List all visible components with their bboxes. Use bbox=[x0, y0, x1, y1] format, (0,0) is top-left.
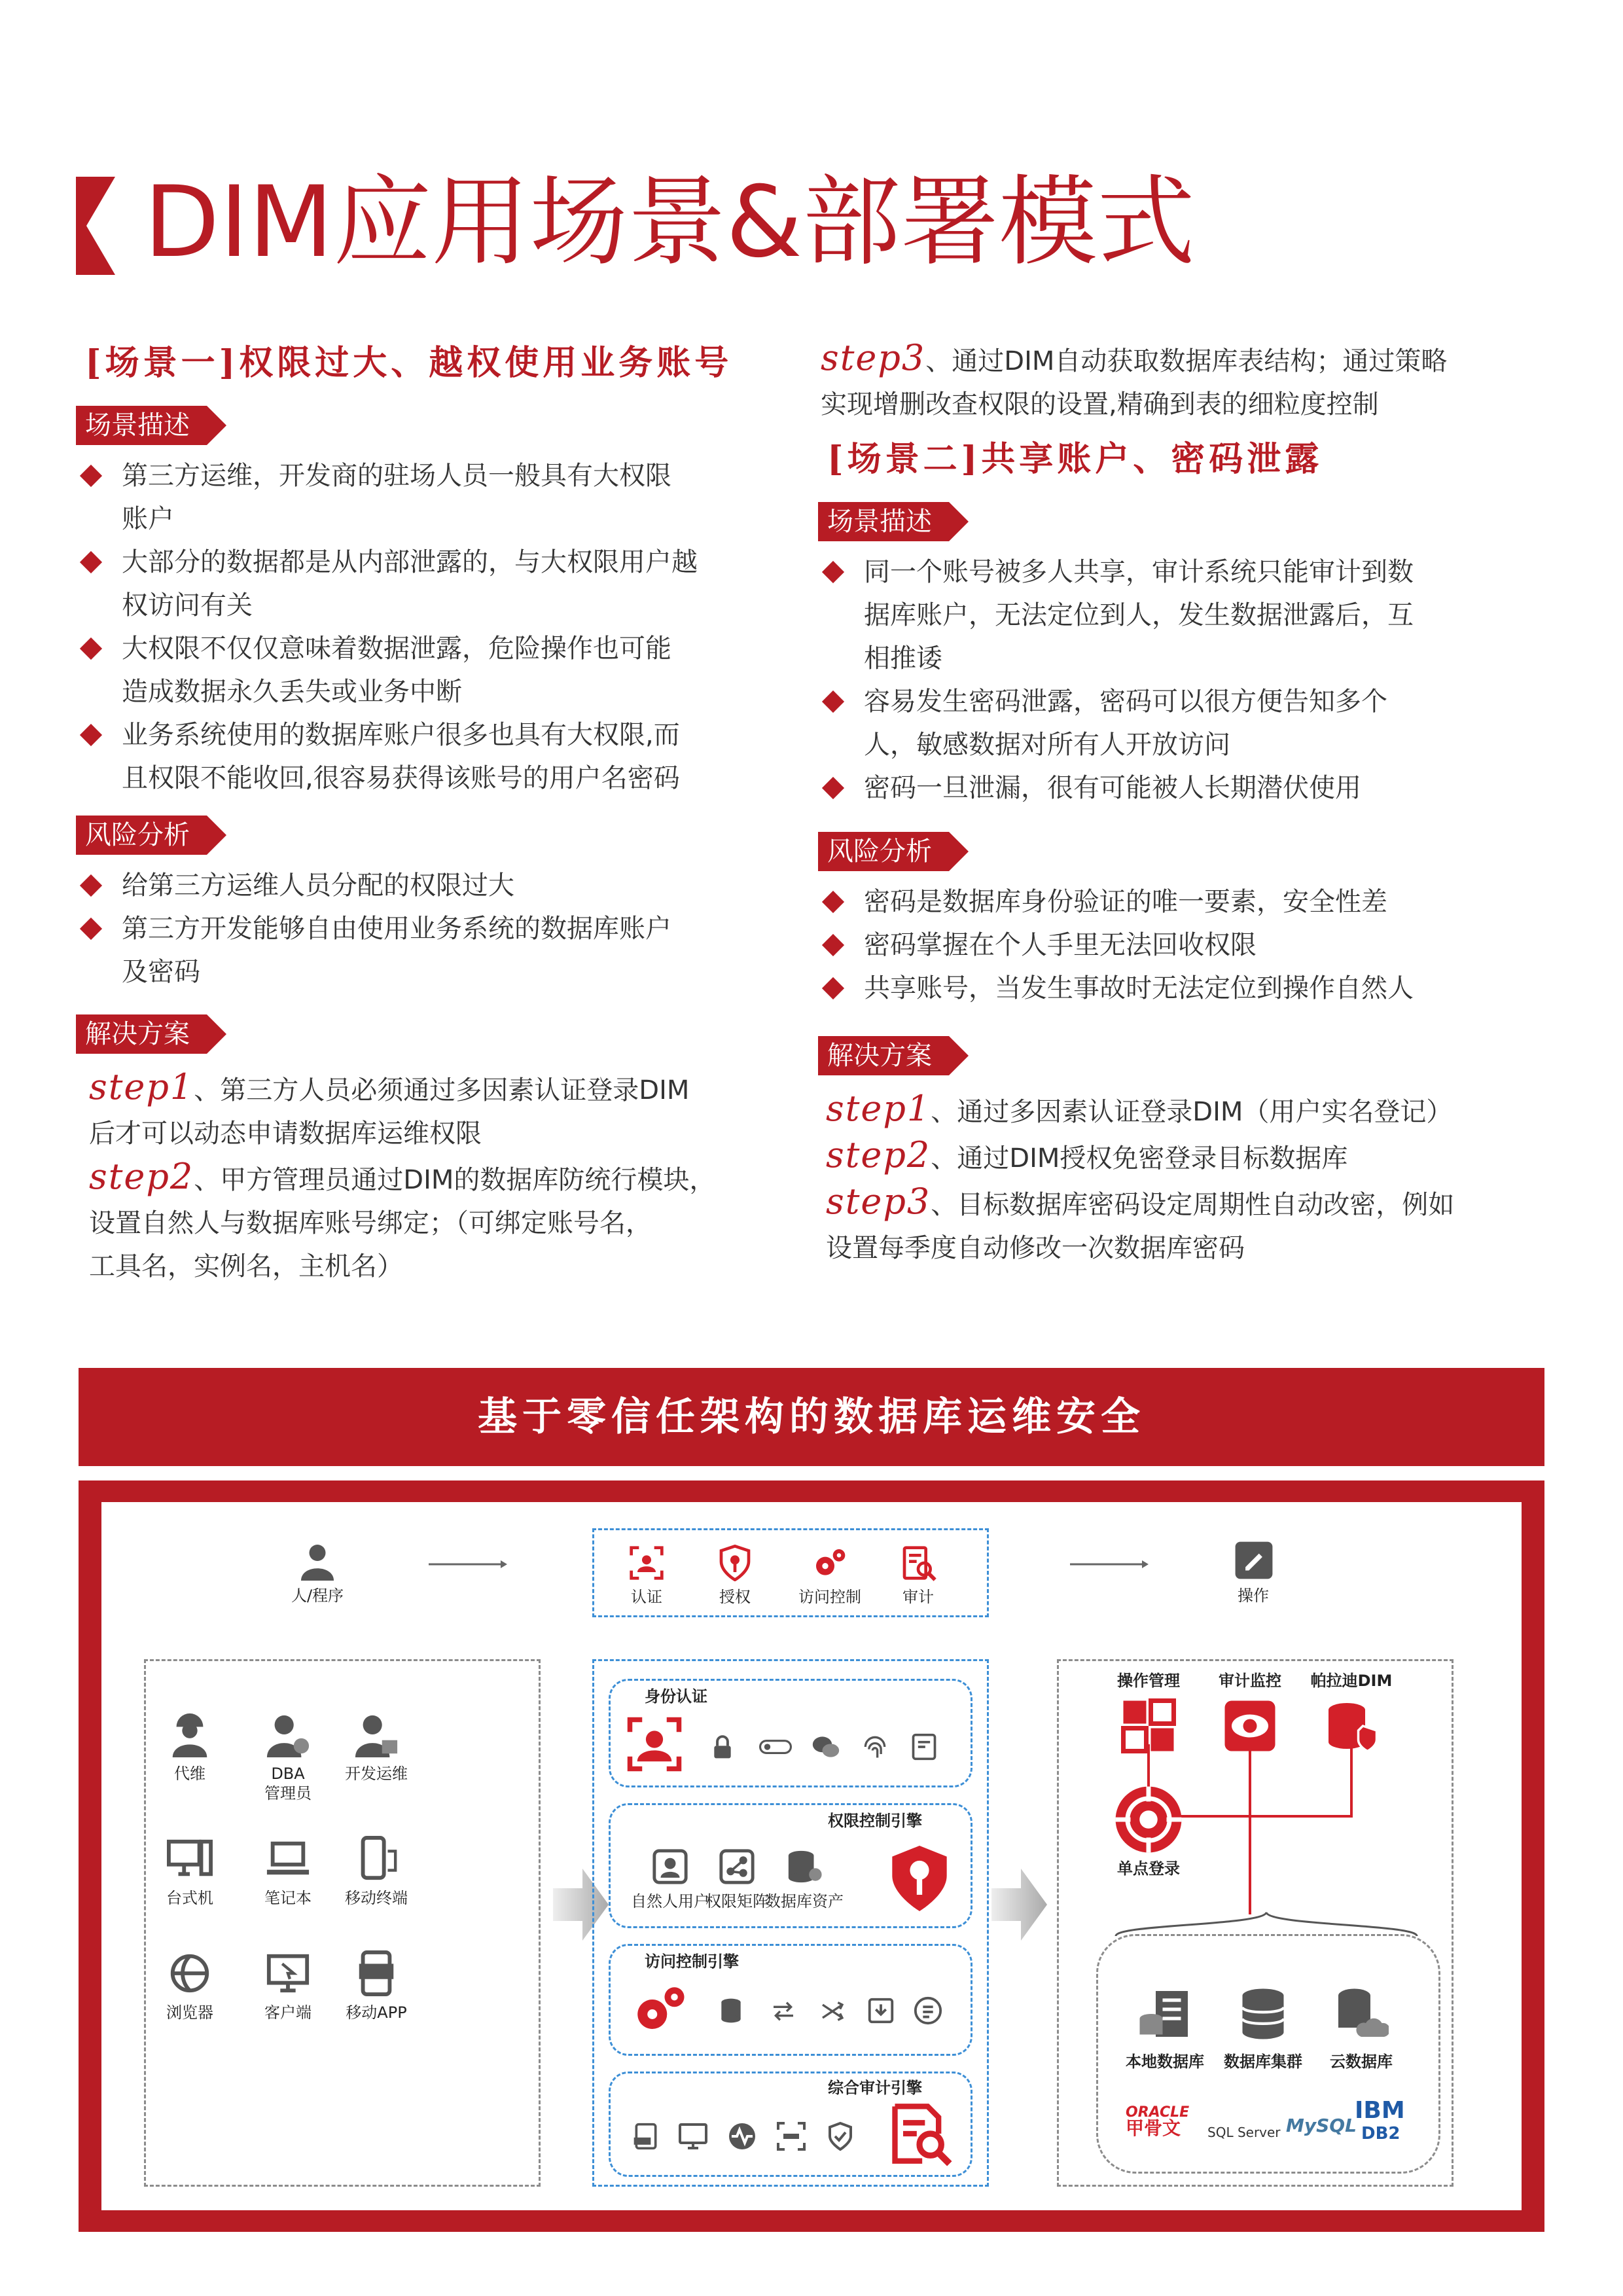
scenario-one-desc-item bbox=[76, 713, 770, 800]
audit-engine-label: 综合审计引擎 bbox=[828, 2079, 922, 2097]
lock-icon bbox=[710, 1734, 735, 1759]
vendor-oracle-cn: 甲骨文 bbox=[1126, 2117, 1181, 2139]
user-label: 浏览器 bbox=[166, 2003, 213, 2022]
ad-icon bbox=[910, 1731, 938, 1763]
edit-icon bbox=[1234, 1540, 1274, 1581]
app-icon bbox=[353, 1950, 399, 1996]
db-type-label: 云数据库 bbox=[1330, 2053, 1393, 2071]
arrow-right-icon bbox=[1070, 1558, 1149, 1571]
sso-target-icon bbox=[1113, 1784, 1185, 1856]
matrix-icon bbox=[718, 1848, 756, 1886]
shield-key-icon bbox=[887, 1842, 952, 1914]
shield-key-icon bbox=[717, 1545, 753, 1581]
helmet-person-icon bbox=[167, 1712, 213, 1757]
dim-db-icon bbox=[1324, 1698, 1379, 1753]
scenario-one-step-line bbox=[89, 1112, 770, 1155]
swap-icon bbox=[769, 1998, 798, 2024]
client-icon bbox=[265, 1950, 311, 1996]
scenario-two-risk-line: 共享账号，当发生事故时无法定位到操作自然人 bbox=[864, 973, 1414, 1003]
face-scan-icon bbox=[628, 1545, 665, 1581]
scenario-one-step3 bbox=[821, 336, 1558, 426]
scenario-one-desc-line: 大部分的数据都是从内部泄露的，与大权限用户越 bbox=[122, 547, 698, 577]
dba-person-icon bbox=[265, 1712, 311, 1757]
scenario-one-desc-list bbox=[76, 454, 770, 800]
scenario-two-risk-list bbox=[818, 880, 1558, 1010]
scenario-one-desc-line: 大权限不仅仅意味着数据泄露，危险操作也可能 bbox=[122, 634, 671, 664]
scenario-one-risk-list bbox=[76, 864, 770, 994]
diamond-bullet-icon bbox=[821, 889, 846, 914]
scenario-two-step-line bbox=[826, 1227, 1558, 1270]
laptop-icon bbox=[265, 1836, 311, 1882]
architecture-diagram bbox=[101, 1502, 1522, 2210]
scenario-one-risk-item bbox=[76, 864, 770, 907]
scenario-one-step-line bbox=[89, 1066, 770, 1112]
desktop-icon bbox=[167, 1836, 213, 1882]
user-label: 移动APP bbox=[346, 2003, 407, 2022]
scenario-one-desc-line: 业务系统使用的数据库账户很多也具有大权限,而 bbox=[122, 720, 680, 750]
diamond-bullet-icon bbox=[821, 976, 846, 1001]
scenario-two-desc-item bbox=[818, 680, 1558, 766]
scenario-two-title: [场景二]共享账户、密码泄露 bbox=[827, 439, 1323, 479]
scenario-one-step-text: 、通过DIM自动获取数据库表结构；通过策略 bbox=[925, 346, 1448, 376]
monitor-icon bbox=[677, 2121, 709, 2152]
wechat-icon bbox=[812, 1732, 840, 1761]
dev-person-icon bbox=[353, 1712, 399, 1757]
right-top-label: 帕拉迪DIM bbox=[1310, 1672, 1393, 1690]
diamond-bullet-icon bbox=[79, 723, 103, 747]
scenario-two-desc-line: 容易发生密码泄露，密码可以很方便告知多个 bbox=[864, 687, 1387, 717]
scenario-one-desc-line: 账户 bbox=[122, 504, 174, 534]
user-label: 客户端 bbox=[264, 2003, 312, 2022]
scenario-two-desc-line: 密码一旦泄漏，很有可能被人长期潜伏使用 bbox=[864, 773, 1361, 803]
scenario-two-risk-item bbox=[818, 880, 1558, 924]
identity-label: 身份认证 bbox=[645, 1687, 707, 1706]
vendor-ibm: IBM bbox=[1355, 2097, 1405, 2124]
scenario-one-desc-line: 权访问有关 bbox=[122, 590, 253, 620]
scenario-one-step-line bbox=[821, 383, 1558, 426]
scenario-two-risk-item bbox=[818, 924, 1558, 967]
pulse-icon bbox=[726, 2121, 758, 2152]
diamond-bullet-icon bbox=[79, 873, 103, 898]
scenario-two-solution-tag: 解决方案 bbox=[818, 1036, 949, 1075]
user-label: 移动终端 bbox=[345, 1889, 408, 1907]
top-step-label: 认证 bbox=[631, 1588, 662, 1606]
audit-search-icon bbox=[887, 2101, 952, 2166]
scenario-one-step-line bbox=[89, 1245, 770, 1288]
shield-check-icon bbox=[825, 2121, 856, 2152]
scenario-two-step-text: 设置每季度自动修改一次数据库密码 bbox=[826, 1233, 1245, 1263]
shuffle-icon bbox=[818, 1998, 847, 2024]
scenario-one-desc-item bbox=[76, 541, 770, 627]
diamond-bullet-icon bbox=[821, 689, 846, 714]
brace-icon bbox=[1113, 1911, 1420, 1937]
scenario-one-steps bbox=[89, 1066, 770, 1288]
scenario-one-step-label: step3 bbox=[821, 337, 926, 378]
scenario-one-solution-tag: 解决方案 bbox=[76, 1014, 207, 1054]
db-type-label: 本地数据库 bbox=[1126, 2053, 1204, 2071]
sql-file-icon bbox=[632, 2121, 660, 2152]
person-icon bbox=[298, 1541, 337, 1581]
scenario-two-step-label: step2 bbox=[826, 1134, 931, 1175]
scenario-one-step-text: 设置自然人与数据库账号绑定；（可绑定账号名， bbox=[89, 1208, 652, 1238]
cloud-db-icon bbox=[1334, 1986, 1389, 2041]
scenario-two-step-label: step1 bbox=[826, 1088, 931, 1129]
document-icon bbox=[913, 1994, 943, 2027]
scenario-one-risk-tag: 风险分析 bbox=[76, 816, 207, 855]
scenario-two-desc-list bbox=[818, 550, 1558, 810]
scenario-one-step-text: 、甲方管理员通过DIM的数据库防统行模块， bbox=[194, 1165, 716, 1195]
scenario-two-desc-line: 人，敏感数据对所有人开放访问 bbox=[864, 730, 1230, 760]
diamond-bullet-icon bbox=[79, 550, 103, 575]
title-mark-icon bbox=[76, 177, 115, 275]
scenario-two-desc-line: 相推诿 bbox=[864, 643, 942, 673]
scenario-one-risk-line: 给第三方运维人员分配的权限过大 bbox=[122, 870, 514, 901]
scenario-two-step-line bbox=[826, 1134, 1558, 1180]
diamond-bullet-icon bbox=[821, 933, 846, 958]
perm-item-label: 数据库资产 bbox=[765, 1892, 844, 1910]
user-label: 台式机 bbox=[166, 1889, 213, 1907]
scenario-two-desc-item bbox=[818, 550, 1558, 680]
scenario-one-risk-item bbox=[76, 907, 770, 994]
perm-item-label: 自然人用户 bbox=[631, 1892, 709, 1910]
right-top-label: 操作管理 bbox=[1117, 1672, 1180, 1690]
page-title: DIM应用场景&部署模式 bbox=[144, 166, 1196, 279]
right-top-label: 审计监控 bbox=[1219, 1672, 1281, 1690]
scenario-one-title: [场景一]权限过大、越权使用业务账号 bbox=[85, 343, 733, 383]
scenario-two-desc-item bbox=[818, 766, 1558, 810]
diamond-bullet-icon bbox=[79, 636, 103, 661]
scenario-one-desc-line: 且权限不能收回,很容易获得该账号的用户名密码 bbox=[122, 763, 680, 793]
top-op-label: 操作 bbox=[1238, 1587, 1269, 1605]
scenario-two bbox=[818, 337, 1558, 1276]
perm-item-label: 权限矩阵 bbox=[705, 1892, 768, 1910]
scenario-two-steps bbox=[826, 1087, 1558, 1270]
access-engine-label: 访问控制引擎 bbox=[645, 1952, 739, 1971]
scenario-two-desc-line: 据库账户，无法定位到人，发生数据泄露后，互 bbox=[864, 600, 1414, 630]
fingerprint-icon bbox=[861, 1731, 889, 1763]
architecture-banner: 基于零信任架构的数据库运维安全 bbox=[79, 1368, 1544, 1466]
user-label: 笔记本 bbox=[264, 1889, 312, 1907]
scenario-two-step-text: 、通过DIM授权免密登录目标数据库 bbox=[931, 1143, 1348, 1174]
arrow-right-icon bbox=[429, 1558, 507, 1571]
scenario-one-desc-item bbox=[76, 627, 770, 713]
audit-search-icon bbox=[900, 1545, 936, 1581]
scenario-two-risk-tag: 风险分析 bbox=[818, 832, 949, 871]
scenario-two-step-line bbox=[826, 1180, 1558, 1227]
sso-label: 单点登录 bbox=[1117, 1859, 1180, 1878]
user-card-icon bbox=[651, 1848, 689, 1886]
download-icon bbox=[866, 1994, 896, 2027]
scenario-one-desc-line: 造成数据永久丢失或业务中断 bbox=[122, 677, 462, 707]
scenario-one-risk-line: 及密码 bbox=[122, 957, 200, 987]
audit-monitor-icon bbox=[1222, 1698, 1277, 1753]
user-label: DBA 管理员 bbox=[264, 1765, 312, 1803]
scenario-one-desc-tag: 场景描述 bbox=[76, 406, 207, 445]
scenario-one-step-text: 工具名，实例名，主机名） bbox=[89, 1251, 403, 1282]
scenario-two-step-text: 、目标数据库密码设定周期性自动改密，例如 bbox=[931, 1190, 1455, 1220]
top-step-label: 授权 bbox=[719, 1588, 751, 1606]
vendor-db2: DB2 bbox=[1361, 2124, 1400, 2144]
user-label: 开发运维 bbox=[345, 1765, 408, 1783]
scenario-one-step-text: 实现增删改查权限的设置,精确到表的细粒度控制 bbox=[821, 389, 1379, 420]
token-icon bbox=[759, 1734, 792, 1759]
gears-icon bbox=[812, 1545, 848, 1581]
scenario-one-step-text: 后才可以动态申请数据库运维权限 bbox=[89, 1119, 482, 1149]
mobile-icon bbox=[353, 1836, 399, 1882]
scenario-one-step-text: 、第三方人员必须通过多因素认证登录DIM bbox=[194, 1075, 690, 1105]
scenario-one-desc-line: 第三方运维，开发商的驻场人员一般具有大权限 bbox=[122, 461, 671, 491]
diamond-bullet-icon bbox=[79, 916, 103, 941]
gears-icon bbox=[630, 1980, 689, 2039]
scenario-one-step-line bbox=[89, 1155, 770, 1202]
scenario-two-step-text: 、通过多因素认证登录DIM（用户实名登记） bbox=[931, 1097, 1453, 1127]
scenario-two-step-label: step3 bbox=[826, 1181, 931, 1222]
browser-icon bbox=[167, 1950, 213, 1996]
scenario-one-step-line bbox=[821, 336, 1558, 383]
scenario-one-desc-item bbox=[76, 454, 770, 541]
scenario-two-risk-item bbox=[818, 967, 1558, 1010]
vendor-oracle: ORACLE bbox=[1126, 2104, 1190, 2121]
vendor-mysql: MySQL bbox=[1286, 2115, 1357, 2136]
scenario-two-step-line bbox=[826, 1087, 1558, 1134]
vendor-sqlserver: SQL Server bbox=[1207, 2125, 1281, 2140]
db-type-label: 数据库集群 bbox=[1224, 2053, 1302, 2071]
scenario-one-risk-line: 第三方开发能够自由使用业务系统的数据库账户 bbox=[122, 914, 671, 944]
user-label: 代维 bbox=[174, 1765, 205, 1783]
top-user-label: 人/程序 bbox=[291, 1587, 344, 1605]
gray-arrow-icon bbox=[991, 1869, 1047, 1941]
ocr-icon bbox=[776, 2121, 807, 2152]
scenario-two-desc-line: 同一个账号被多人共享，审计系统只能审计到数 bbox=[864, 557, 1414, 587]
diamond-bullet-icon bbox=[821, 560, 846, 584]
diamond-bullet-icon bbox=[821, 776, 846, 800]
scenario-one-step-label: step1 bbox=[89, 1066, 194, 1107]
db-cluster-icon bbox=[1236, 1986, 1291, 2041]
scenario-one-step-label: step2 bbox=[89, 1156, 194, 1197]
db-asset-icon bbox=[785, 1848, 823, 1886]
top-step-label: 审计 bbox=[902, 1588, 934, 1606]
scenario-two-risk-line: 密码掌握在个人手里无法回收权限 bbox=[864, 930, 1257, 960]
scenario-two-desc-tag: 场景描述 bbox=[818, 502, 949, 541]
diamond-bullet-icon bbox=[79, 463, 103, 488]
scenario-two-risk-line: 密码是数据库身份验证的唯一要素，安全性差 bbox=[864, 887, 1387, 917]
perm-engine-label: 权限控制引擎 bbox=[828, 1812, 922, 1830]
database-icon bbox=[717, 1996, 745, 2025]
local-db-icon bbox=[1137, 1986, 1192, 2041]
top-step-label: 访问控制 bbox=[798, 1588, 861, 1606]
ops-management-icon bbox=[1121, 1698, 1176, 1753]
scenario-one bbox=[76, 340, 770, 1295]
face-scan-icon bbox=[625, 1715, 684, 1774]
scenario-one-step-line bbox=[89, 1202, 770, 1245]
